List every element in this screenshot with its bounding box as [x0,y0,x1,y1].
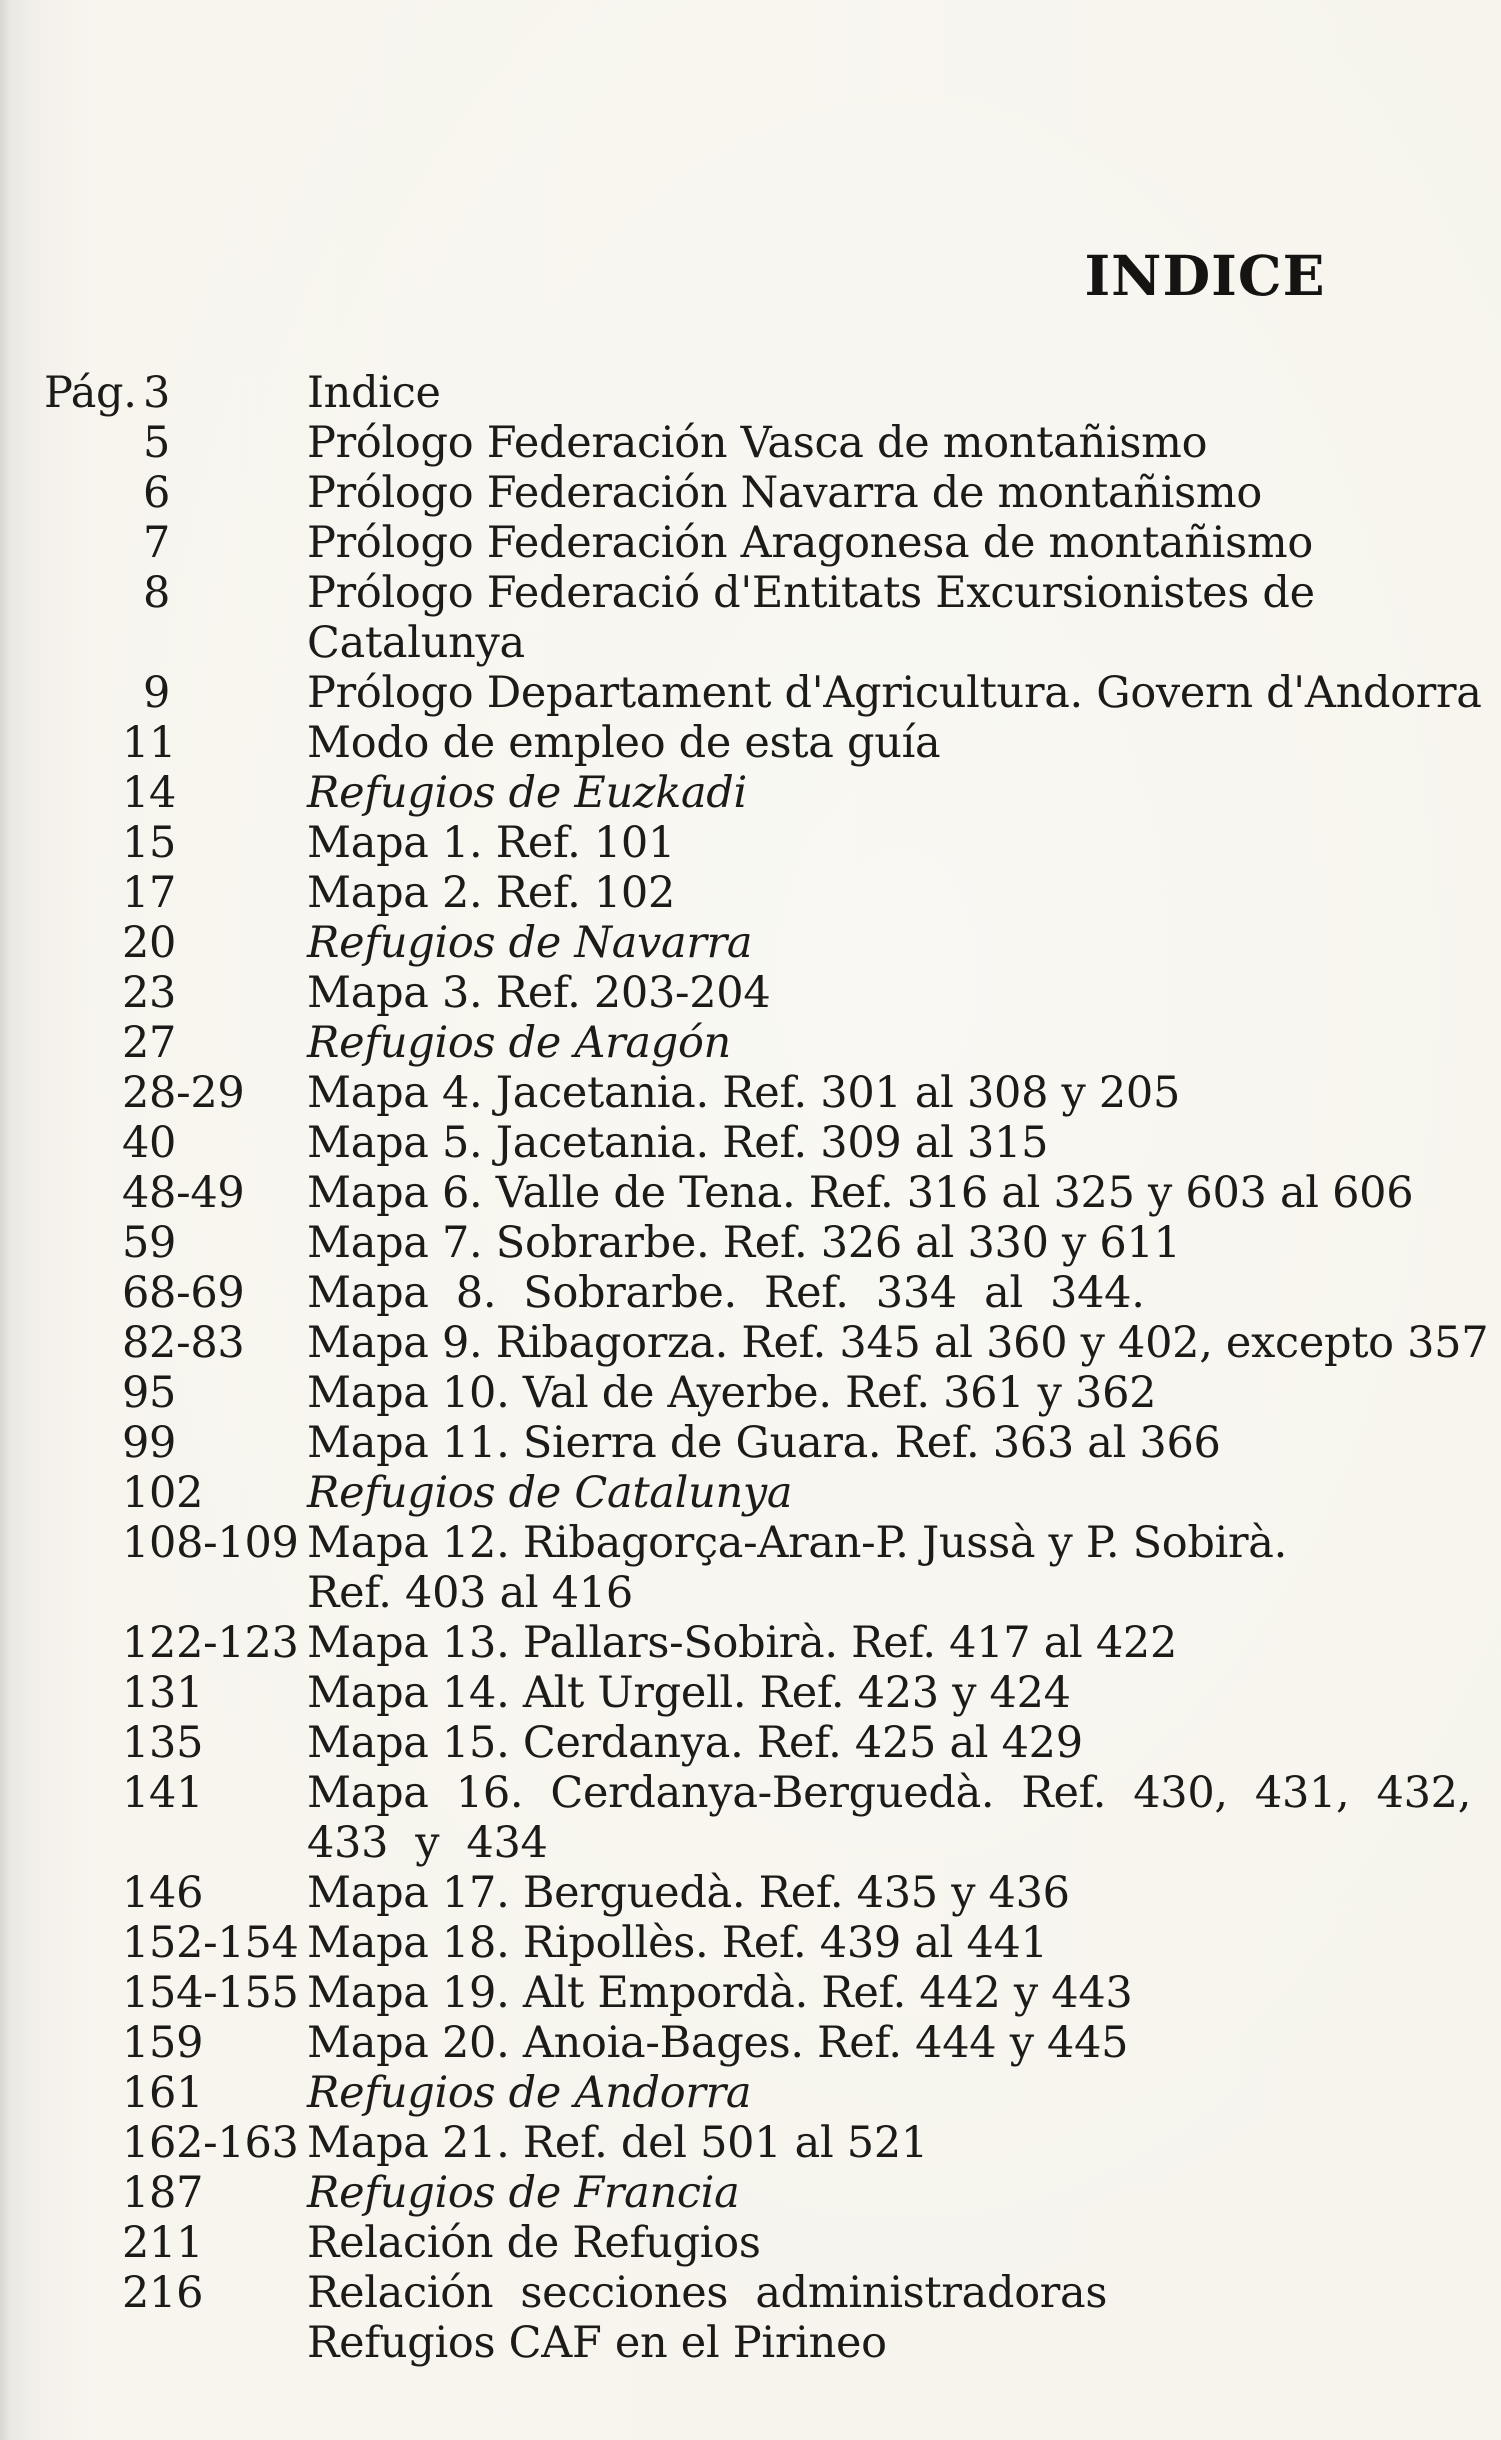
toc-list [0,368,1501,2368]
page-number: 82-83 [122,1318,245,1368]
page-number: 161 [122,2068,204,2118]
toc-row [0,868,1501,918]
entry-text: Refugios de Aragón [307,1018,731,1068]
toc-row [0,1668,1501,1718]
page-number: 211 [122,2218,204,2268]
toc-row [0,1518,1501,1568]
entry-text: Mapa 12. Ribagorça-Aran-P. Jussà y P. Sobirà. [307,1518,1287,1568]
page-number: 14 [122,768,177,818]
toc-row [0,1068,1501,1118]
page-number: 162-163 [122,2118,299,2168]
toc-row [0,1418,1501,1468]
page-number: 8 [143,568,171,618]
entry-text: Relación de Refugios [307,2218,761,2268]
page-number: 95 [122,1368,177,1418]
toc-row [0,1318,1501,1368]
toc-row [0,2118,1501,2168]
toc-row [0,1118,1501,1168]
page-number: 23 [122,968,177,1018]
entry-text: Mapa 19. Alt Empordà. Ref. 442 y 443 [307,1968,1133,2018]
entry-text: Mapa 18. Ripollès. Ref. 439 al 441 [307,1918,1048,1968]
page-number: 27 [122,1018,177,1068]
page-number: 3 [143,368,171,418]
toc-row [0,968,1501,1018]
entry-text: Prólogo Federación Aragonesa de montañismo [307,518,1313,568]
page-number: 154-155 [122,1968,299,2018]
page-number: 20 [122,918,177,968]
entry-text: Mapa 9. Ribagorza. Ref. 345 al 360 y 402, excepto 357 [307,1318,1489,1368]
toc-row [0,618,1501,668]
page-number: 159 [122,2018,204,2068]
page-number: 68-69 [122,1268,245,1318]
entry-text: Mapa 5. Jacetania. Ref. 309 al 315 [307,1118,1049,1168]
entry-text: Refugios de Navarra [307,918,753,968]
toc-row [0,1018,1501,1068]
page-number: 28-29 [122,1068,245,1118]
toc-row [0,1768,1501,1818]
entry-text: Prólogo Departament d'Agricultura. Govern d'Andorra [307,668,1482,718]
entry-text: Mapa 15. Cerdanya. Ref. 425 al 429 [307,1718,1083,1768]
toc-row [0,668,1501,718]
entry-text: Mapa 16. Cerdanya-Berguedà. Ref. 430, 431, 432, [307,1768,1472,1818]
entry-text: Refugios CAF en el Pirineo [307,2318,887,2368]
page-number: 9 [143,668,171,718]
toc-row [0,418,1501,468]
page-number: 108-109 [122,1518,299,1568]
toc-row [0,718,1501,768]
toc-row [0,1468,1501,1518]
page-number: 135 [122,1718,204,1768]
entry-text: Refugios de Euzkadi [307,768,747,818]
page-number: 48-49 [122,1168,245,1218]
page-title: INDICE [1084,243,1326,308]
entry-text: Mapa 1. Ref. 101 [307,818,676,868]
page-number: 102 [122,1468,204,1518]
entry-text: Mapa 3. Ref. 203-204 [307,968,771,1018]
toc-row [0,2068,1501,2118]
entry-text: Mapa 4. Jacetania. Ref. 301 al 308 y 205 [307,1068,1181,1118]
toc-row [0,2018,1501,2068]
entry-text: Prólogo Federación Vasca de montañismo [307,418,1208,468]
toc-row [0,768,1501,818]
entry-text: Mapa 2. Ref. 102 [307,868,676,918]
toc-row [0,1218,1501,1268]
toc-row [0,2318,1501,2368]
entry-text: Mapa 17. Berguedà. Ref. 435 y 436 [307,1868,1070,1918]
toc-row [0,1268,1501,1318]
entry-text: Refugios de Andorra [307,2068,752,2118]
page-number: 5 [143,418,171,468]
page-number: 15 [122,818,177,868]
page-number: 7 [143,518,171,568]
entry-text: Mapa 20. Anoia-Bages. Ref. 444 y 445 [307,2018,1129,2068]
entry-text: Mapa 13. Pallars-Sobirà. Ref. 417 al 422 [307,1618,1178,1668]
entry-text: Prólogo Federación Navarra de montañismo [307,468,1262,518]
entry-text: Refugios de Catalunya [307,1468,793,1518]
page-number: 59 [122,1218,177,1268]
page-number: 216 [122,2268,204,2318]
toc-row [0,1368,1501,1418]
entry-text: Relación secciones administradoras [307,2268,1108,2318]
toc-row [0,568,1501,618]
toc-row [0,2218,1501,2268]
page-number: 152-154 [122,1918,299,1968]
page-number: 122-123 [122,1618,299,1668]
toc-row [0,1618,1501,1668]
entry-text: Mapa 21. Ref. del 501 al 521 [307,2118,928,2168]
toc-row [0,1718,1501,1768]
page-column-label: Pág. [44,368,137,418]
page-number: 11 [122,718,177,768]
entry-text: Mapa 8. Sobrarbe. Ref. 334 al 344. [307,1268,1145,1318]
toc-row [0,818,1501,868]
page-number: 6 [143,468,171,518]
page-number: 40 [122,1118,177,1168]
toc-row [0,518,1501,568]
toc-row [0,2168,1501,2218]
toc-row [0,468,1501,518]
entry-text: Mapa 6. Valle de Tena. Ref. 316 al 325 y 603 al 606 [307,1168,1414,1218]
entry-text: Prólogo Federació d'Entitats Excursionistes de [307,568,1315,618]
toc-row [0,2268,1501,2318]
entry-text: Refugios de Francia [307,2168,740,2218]
entry-text: Mapa 14. Alt Urgell. Ref. 423 y 424 [307,1668,1071,1718]
page-number: 146 [122,1868,204,1918]
toc-row [0,1168,1501,1218]
entry-text: Mapa 11. Sierra de Guara. Ref. 363 al 366 [307,1418,1221,1468]
page-number: 131 [122,1668,204,1718]
toc-row [0,368,1501,418]
toc-row [0,1868,1501,1918]
toc-row [0,1918,1501,1968]
page-number: 17 [122,868,177,918]
toc-row [0,918,1501,968]
toc-row [0,1968,1501,2018]
page-number: 141 [122,1768,204,1818]
page-number: 187 [122,2168,204,2218]
entry-text: Indice [307,368,441,418]
toc-row [0,1568,1501,1618]
toc-row [0,1818,1501,1868]
entry-text: Mapa 10. Val de Ayerbe. Ref. 361 y 362 [307,1368,1157,1418]
entry-text: Catalunya [307,618,525,668]
page-number: 99 [122,1418,177,1468]
entry-text: Mapa 7. Sobrarbe. Ref. 326 al 330 y 611 [307,1218,1181,1268]
entry-text: Ref. 403 al 416 [307,1568,633,1618]
entry-text: 433 y 434 [307,1818,548,1868]
entry-text: Modo de empleo de esta guía [307,718,941,768]
